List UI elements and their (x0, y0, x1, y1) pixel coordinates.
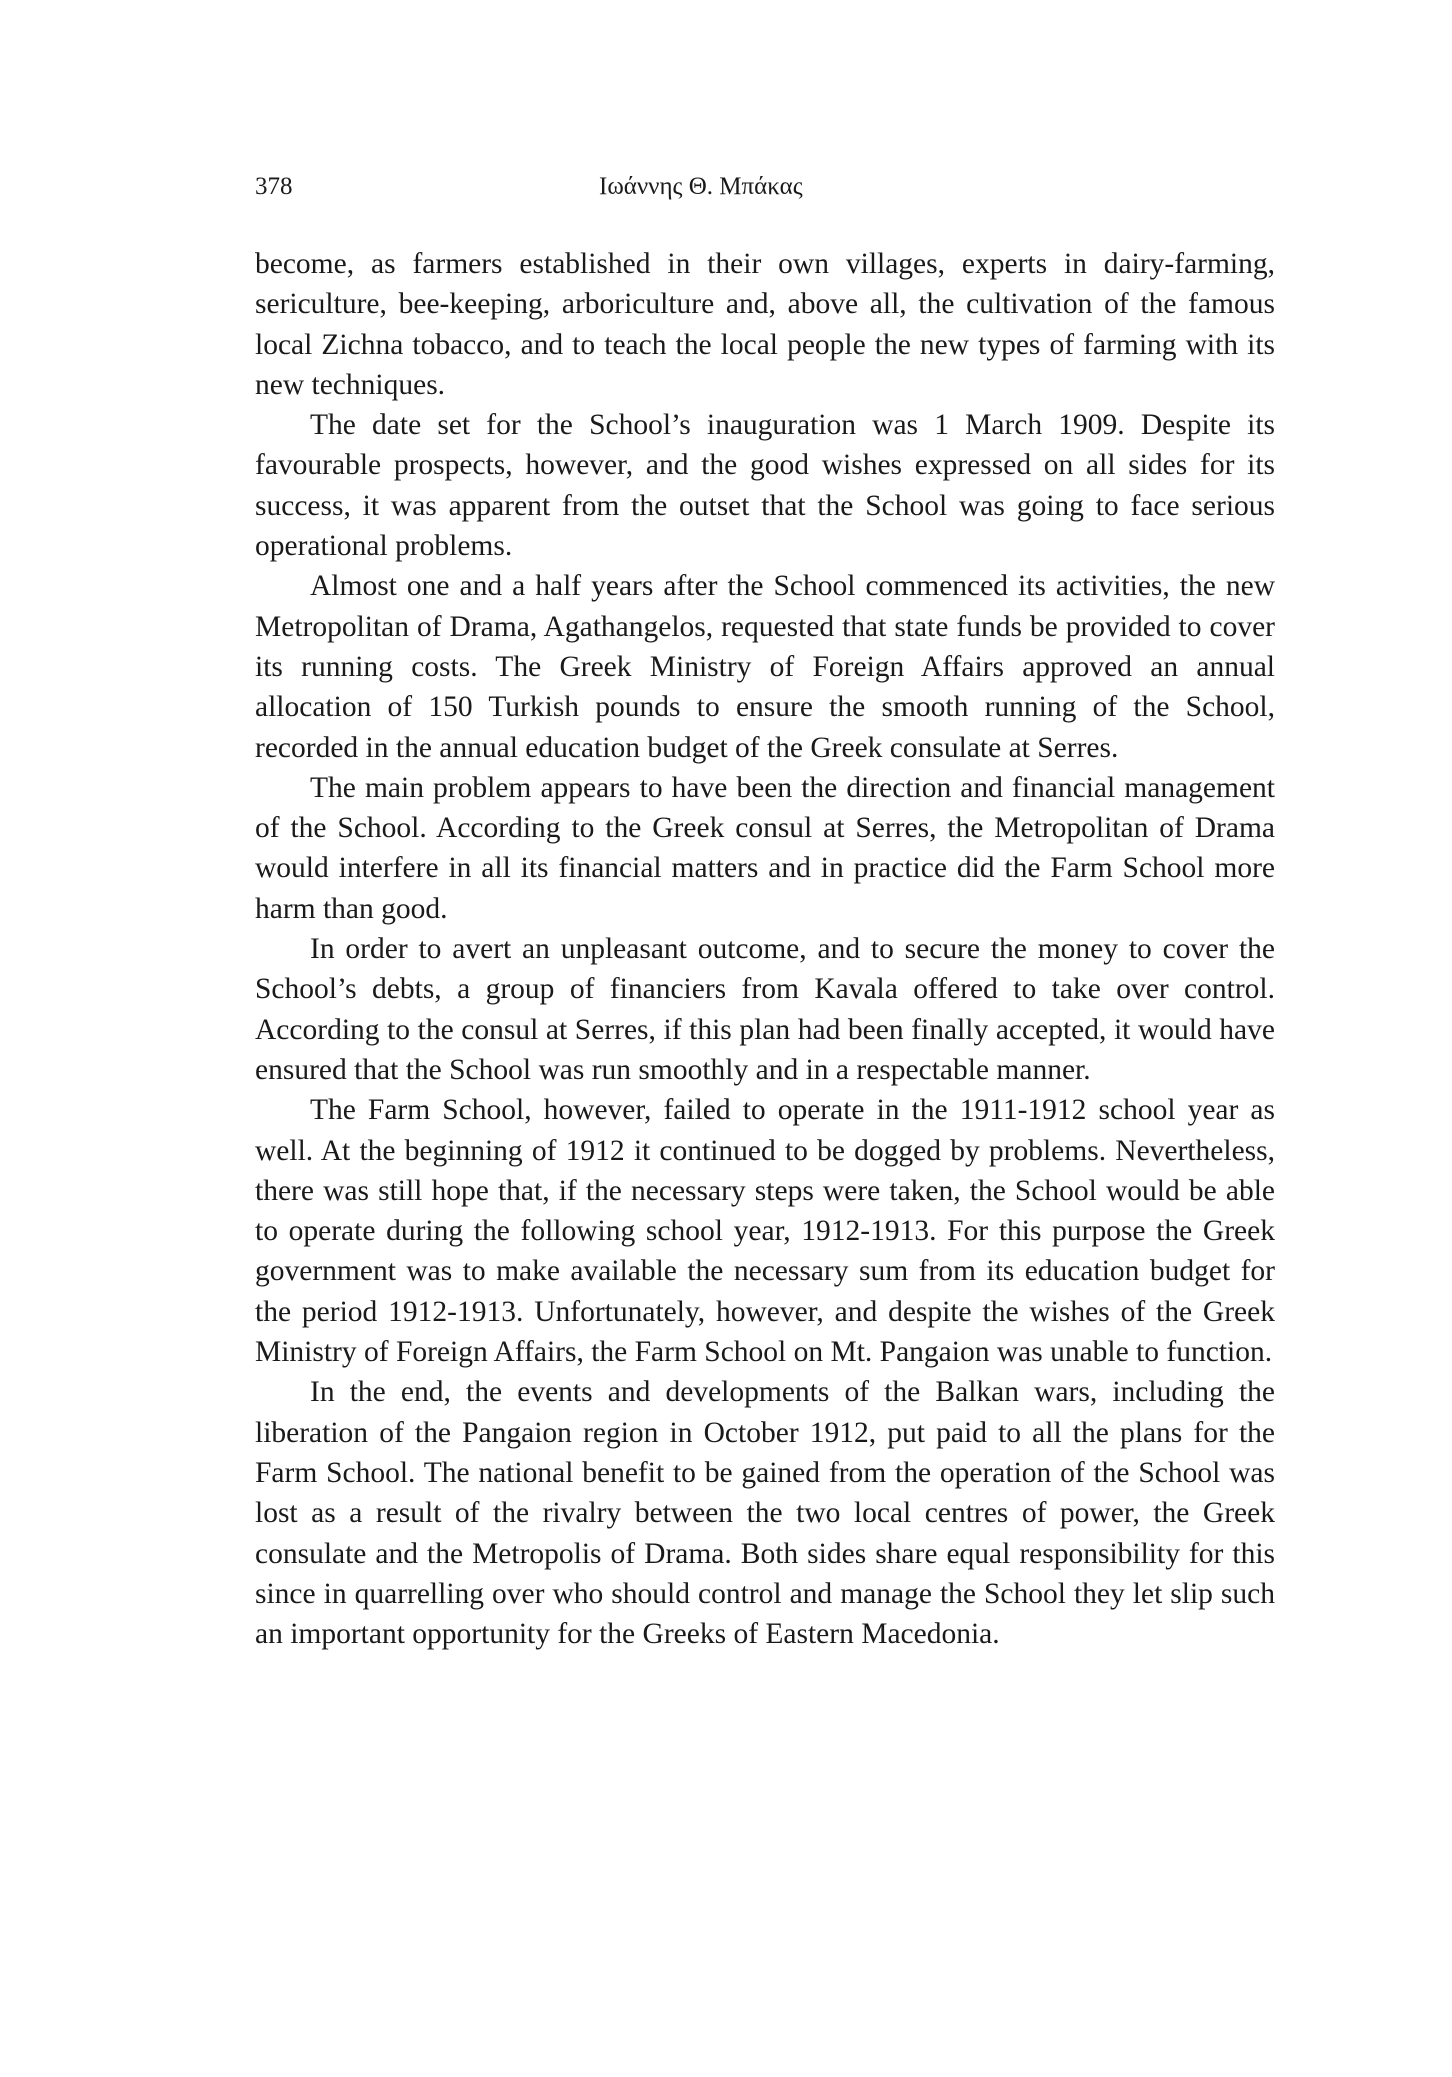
page-number: 378 (255, 173, 293, 200)
paragraph-4: The main problem appears to have been the direction and financial management of the School. According to the Greek consul at Serres, the Metropolitan of Drama would interfere in all its financial matters and in practice did the Farm School more harm than good. (255, 771, 1275, 925)
book-page (255, 170, 1275, 1654)
running-title: Ιωάννης Θ. Μπάκας (599, 173, 803, 200)
paragraph-7: In the end, the events and developments of the Balkan wars, including the liberation of the Pangaion region in October 1912, put paid to all the plans for the Farm School. The national benefit to be gained from the operation of the School was lost as a result of the rivalry between the two local centres of power, the Greek consulate and the Metropolis of Drama. Both sides share equal responsibility for this since in quarrelling over who should control and manage the School they let slip such an important opportunity for the Greeks of Eastern Macedonia. (255, 1376, 1275, 1651)
paragraph-1: become, as farmers established in their own villages, experts in dairy-farming, sericulture, bee-keeping, arboriculture and, above all, the cultivation of the famous local Zichna tobacco, and to teach the local people the new types of farming with its new techniques. (255, 248, 1275, 401)
paragraph-6: The Farm School, however, failed to operate in the 1911-1912 school year as well. At the beginning of 1912 it continued to be dogged by problems. Nevertheless, there was still hope that, if the necessary steps were taken, the School would be able to operate during the following school year, 1912-1913. For this purpose the Greek government was to make available the necessary sum from its education budget for the period 1912-1913. Unfortunately, however, and despite the wishes of the Greek Ministry of Foreign Affairs, the Farm School on Mt. Pangaion was unable to function. (255, 1094, 1275, 1369)
running-head (255, 170, 1275, 204)
body-text (255, 244, 1275, 1654)
paragraph-2: The date set for the School’s inauguration was 1 March 1909. Despite its favourable prospects, however, and the good wishes expressed on all sides for its success, it was apparent from the outset that the School was going to face serious operational problems. (255, 409, 1275, 563)
paragraph-5: In order to avert an unpleasant outcome, and to secure the money to cover the School’s debts, a group of financiers from Kavala offered to take over control. According to the consul at Serres, if this plan had been finally accepted, it would have ensured that the School was run smoothly and in a respectable manner. (255, 933, 1275, 1086)
paragraph-3: Almost one and a half years after the School commenced its activities, the new Metropolitan of Drama, Agathangelos, requested that state funds be provided to cover its running costs. The Greek Ministry of Foreign Affairs approved an annual allocation of 150 Turkish pounds to ensure the smooth running of the School, recorded in the annual education budget of the Greek consulate at Serres. (255, 570, 1275, 764)
